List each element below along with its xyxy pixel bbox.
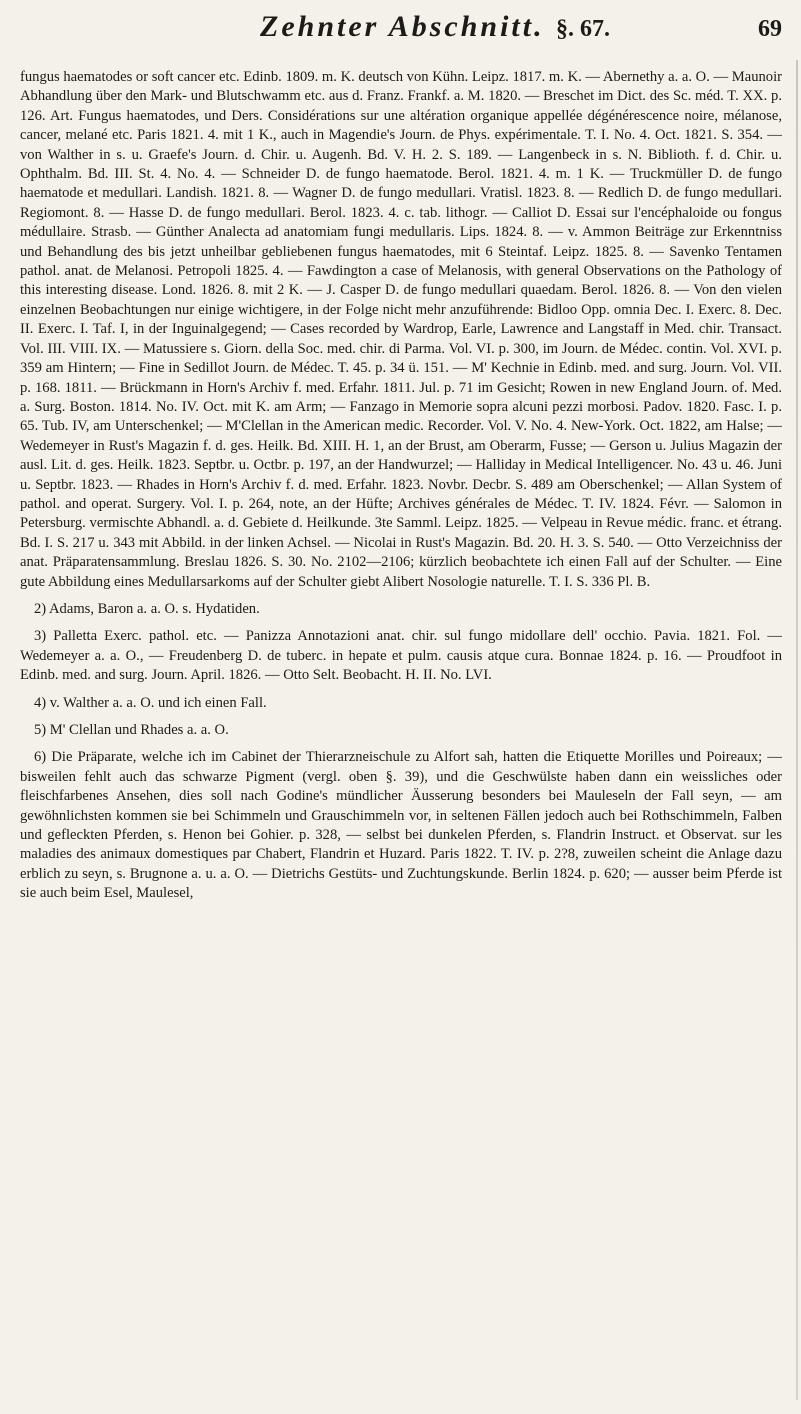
chapter-title: Zehnter Abschnitt. xyxy=(260,10,545,43)
main-paragraph: fungus haematodes or soft cancer etc. Edinb. 1809. m. K. deutsch von Kühn. Leipz. 1817. m. K. — Abernethy a. a. O. — Maunoir Abhandlung über den Mark- und Blutschwamm etc. aus d. Franz. Frankf. a. M. 1820. — Breschet im Dict. des Sc. méd. T. XX. p. 126. Art. Fungus haematodes, und Ders. Considérations sur une altération organique appellée dégénérescence noire, mélanose, cancer, melané etc. Paris 1821. 4. mit 1 K., auch in Magendie's Journ. de Phys. expérimentale. T. I. No. 4. Oct. 1821. S. 354. — von Walther in s. u. Graefe's Journ. d. Chir. u. Augenh. Bd. V. H. 2. S. 189. — Langenbeck in s. N. Biblioth. f. d. Chir. u. Ophthalm. Bd. III. St. 4. No. 4. — Schneider D. de fungo haematode. Berol. 1821. 4. m. 1 K. — Truckmüller D. de fungo haematode et medullari. Landish. 1821. 8. — Wagner D. de fungo medullari. Vratisl. 1823. 8. — Redlich D. de fungo medullari. Regiomont. 8. — Hasse D. de fungo medullari. Berol. 1823. 4. c. tab. lithogr. — Calliot D. Essai sur l'encéphaloide ou fongus médullaire. Strasb. — Günther Analecta ad anatomiam fungi medullaris. Lips. 1824. 8. — v. Ammon Beiträge zur Erkenntniss und Behandlung des bis jetzt unheilbar gebliebenen fungus haematodes, mit 6 Steintaf. Leipz. 1825. 8. — Savenko Tentamen pathol. anat. de Melanosi. Petropoli 1825. 4. — Fawdington a case of Melanosis, with general Observations on the Pathology of this interesting disease. Lond. 1826. 8. mit 2 K. — J. Casper D. de fungo medullari quaedam. Berol. 1826. 8. — Von den vielen einzelnen Beobachtungen nur einige wichtigere, in der Folge nicht mehr anzuführende: Bidloo Opp. omnia Dec. I. Exerc. 8. Dec. II. Exerc. I. Taf. I, in der Inguinalgegend; — Cases recorded by Wardrop, Earle, Lawrence and Langstaff in Med. chir. Transact. Vol. III. VIII. IX. — Matussiere s. Giorn. della Soc. med. chir. di Parma. Vol. VI. p. 300, im Journ. de Médec. contin. Vol. XVI. p. 359 am Hintern; — Fine in Sedillot Journ. de Médec. T. 45. p. 34 ü. 151. — M' Kechnie in Edinb. med. and surg. Journ. Vol. VII. p. 168. 1811. — Brückmann in Horn's Archiv f. med. Erfahr. 1811. Jul. p. 71 im Gesicht; Rowen in new England Journ. of. Med. a. Surg. Boston. 1814. No. IV. Oct. mit K. am Arm; — Fanzago in Memorie sopra alcuni pezzi morbosi. Padov. 1820. Fasc. I. p. 65. Tub. IV, am Unterschenkel; — M'Clellan in the American medic. Recorder. Vol. V. No. 4. New-York. Oct. 1822, am Halse; — Wedemeyer in Rust's Magazin f. d. ges. Heilk. Bd. XIII. H. 1, an der Brust, am Oberarm, Fusse; — Gerson u. Julius Magazin der ausl. Lit. d. ges. Heilk. 1823. Septbr. u. Octbr. p. 197, an der Handwurzel; — Halliday in Medical Intelligencer. No. 43 u. 46. Juni u. Septbr. 1823. — Rhades in Horn's Archiv f. d. med. Erfahr. 1823. Novbr. Decbr. S. 489 am Oberschenkel; — Allan System of pathol. and operat. Surgery. Vol. I. p. 264, note, an der Hüfte; Archives générales de Médec. T. IV. 1824. Févr. — Salomon in Petersburg. vermischte Abhandl. a. d. Gebiete d. Heilkunde. 3te Samml. Leipz. 1825. — Velpeau in Revue médic. franc. et étrang. Bd. I. S. 217 u. 343 mit Abbild. in der linken Achsel. — Nicolai in Rust's Magazin. Bd. 20. H. 3. S. 540. — Otto Verzeichniss der anat. Präparatensammlung. Breslau 1826. S. 30. No. 2102—2106; kürzlich beobachtete ich einen Fall auf der Schulter. — Eine gute Abbildung eines Medullarsarkoms auf der Schulter giebt Alibert Nosologie naturelle. T. I. S. 336 Pl. B. xyxy=(20,69,782,590)
page-edge-shadow xyxy=(796,60,798,1400)
footnote-4: 4) v. Walther a. a. O. und ich einen Fall. xyxy=(34,694,267,711)
running-head xyxy=(20,10,782,56)
footnote-5: 5) M' Clellan und Rhades a. a. O. xyxy=(34,722,229,738)
page-number: 69 xyxy=(758,16,782,42)
section-number: §. 67. xyxy=(556,16,610,42)
footnote-2: 2) Adams, Baron a. a. O. s. Hydatiden. xyxy=(34,600,260,617)
footnote-3: 3) Palletta Exerc. pathol. etc. — Panizza Annotazioni anat. chir. sul fungo midollare dell' occhio. Pavia. 1821. Fol. — Wedemeyer a. a. O., — Freudenberg D. de tuberc. in hepate et pulm. causis atque cura. Bonnae 1824. p. 16. — Proudfoot in Edinb. med. and surg. Journ. April. 1826. — Otto Selt. Beobacht. H. II. No. LVI. xyxy=(20,628,782,684)
page-body xyxy=(20,68,782,904)
book-page xyxy=(20,0,782,1414)
footnote-6: 6) Die Präparate, welche ich im Cabinet der Thierarzneischule zu Alfort sah, hatten die Etiquette Morilles und Poireaux; — bisweilen fehlt auch das schwarze Pigment (vergl. oben §. 39), und die Geschwülste haben dann ein weissliches oder fleischfarbenes Ansehen, dies soll nach Godine's mündlicher Äusserung besonders bei Mauleseln der Fall seyn, — am gewöhnlichsten kommen sie bei Schimmeln und Grauschimmeln vor, in seltenen Fällen jedoch auch bei Rothschimmeln, Falben und gefleckten Pferden, s. Henon bei Gohier. p. 328, — selbst bei dunkelen Pferden, s. Flandrin Instruct. et Observat. sur les maladies des animaux domestiques par Chabert, Flandrin et Huzard. Paris 1822. T. IV. p. 2?8, zuweilen scheint die Anlage dazu erblich zu seyn, s. Brugnone a. u. a. O. — Dietrichs Gestüts- und Zuchtungskunde. Berlin 1824. p. 620; — ausser beim Pferde ist sie auch beim Esel, Maulesel, xyxy=(20,749,782,902)
